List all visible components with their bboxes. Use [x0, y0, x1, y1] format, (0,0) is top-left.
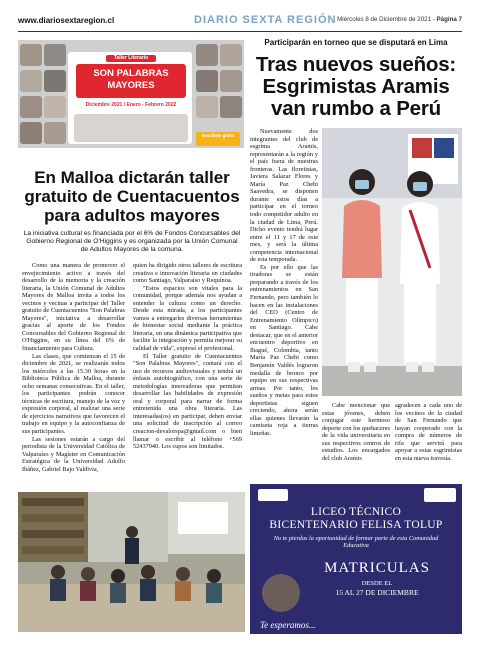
paragraph: quien ha dirigido otros talleres de escritura creativa e innovación literaria en ciudades como Santiago, Valparaíso y Requínoa.: [133, 262, 242, 285]
portrait-photo: [20, 44, 42, 66]
poster-cta: Inscribete gratis: [196, 132, 240, 146]
ad-matriculas: MATRICULAS: [324, 560, 430, 576]
fencers-illustration: [322, 128, 462, 396]
portrait-photo: [220, 96, 242, 118]
left-article-column-1: [22, 262, 125, 473]
issue-date: Miércoles 8 de Diciembre de 2021 - Página 7: [337, 16, 462, 23]
header-rule: [18, 31, 462, 32]
portrait-photo: [20, 122, 42, 144]
portrait-photo: [196, 44, 218, 66]
school-logo: [258, 489, 288, 501]
paragraph: Es por ello que las tiradoras se están preparando a través de los entrenamientos en San Fernando, pero también lo hacen en las instalaciones del CEO (Centro de Entrenamiento Olímpico) en Santiago. Cabe destacar, que en el anterior encuentro deportivo en Ibagué, Colombia, tanto María Paz Chebi como Benjamín Valdés lograron medalla de bronce por equipo en sus respectivas armas. Por tanto, los sueños y metas para estos deportistas siguen creciendo, ahora serán ellas quienes llevarán la camiseta roja a tierras limeñas.: [250, 263, 318, 437]
ad-dates: 15 AL 27 DE DICIEMBRE: [335, 588, 419, 597]
library-group-photo: [18, 492, 245, 632]
student-photo: [262, 574, 300, 612]
poster-logo-bar: [18, 148, 244, 158]
right-article-column-4: [395, 402, 462, 462]
library-group-illustration: [18, 492, 245, 632]
left-article-column-2: [133, 262, 242, 451]
newspaper-name: DIARIO SEXTA REGIÓN: [194, 14, 337, 26]
portrait-photo: [44, 70, 66, 92]
poster-dates: Diciembre 2021 / Enero - Febrero 2022: [85, 102, 177, 108]
poster-title: SON PALABRAS MAYORES: [76, 64, 186, 98]
partner-logo: [424, 488, 456, 502]
paragraph: Como una manera de promover el envejecimiento activo a través del desarrollo de la memoria y la creación literaria, la Unión Comunal de Adultos Mayores de Malloa invita a todos los vecinos y vecinas a participar del Taller gratuito de Cuentacuentos "Son Palabras Mayores", iniciativa a desarrollar gracias al aporte de los Fondos Concursables del Gobierno Regional de O'Higgins, en su línea del 6% de financiamiento para Cultura.: [22, 262, 125, 353]
site-url[interactable]: www.diariosextaregion.cl: [18, 16, 115, 25]
left-subhead: La iniciativa cultural es financiada por el 6% de Fondos Concursables del Gobierno Regional de O'Higgins y es organizada por la Unión Comunal de Adultos Mayores de la comuna.: [23, 230, 241, 254]
paragraph: Nuevamente dos integrantes del club de esgrima Aramis, representarán a la región y el país fuera de nuestras fronteras. Las floretistas, Javiera Salazar Flores y María Paz Chebi Saavedra, se disponen durante estos días a participar en el torneo todo competidor adulto en la ciudad de Lima, Perú. Dicho evento tendrá lugar entre el 11 y 17 de este mes, y será la última competencia internacional de esta temporada.: [250, 128, 318, 264]
right-headline: Tras nuevos sueños: Esgrimistas Aramis van rumbo a Perú: [255, 53, 457, 120]
portrait-photo: [220, 70, 242, 92]
paragraph: Las sesiones estarán a cargo del periodista de la Universidad Católica de Valparaíso y Magíster en Comunicación Estratégica de la Universidad Adolfo Ibáñez, Gabriel Bajo Valdivia,: [22, 435, 125, 473]
ad-desde: DESDE EL: [361, 580, 393, 587]
right-article-column-3: [322, 402, 390, 462]
paragraph: Cabe mencionar que estas jóvenes, deben conjugar este hermoso deporte con los quehaceres de la vida universitaria en sus respectivos centros de estudios. Los encargados del club Aramis: [322, 402, 391, 462]
poster-tag: Taller Literario: [106, 55, 156, 62]
portrait-photo: [20, 96, 42, 118]
right-article-column-1: [250, 128, 318, 437]
ad-tagline: No te pierdas la oportunidad de formar parte de esta Comunidad Educativa: [273, 535, 439, 550]
ad-title: LICEO TÉCNICO BICENTENARIO FELISA TOLUP: [269, 506, 443, 531]
portrait-photo: [44, 122, 66, 144]
portrait-photo: [196, 70, 218, 92]
paragraph: Las clases, que comienzan el 15 de diciembre de 2021, se realizarán todos los miércoles a las 15.30 horas en la Biblioteca Pública de Malloa, durante ocho semanas consecutivas. En el taller, los participantes podrán conocer técnicas de escritura, manejo de la voz y expresión corporal, al realizar una serie de ejercicios narrativos que favorecen el trabajo en equipo y la autoconfianza de sus participantes.: [22, 352, 125, 436]
right-kicker: Participarán en torneo que se disputará en Lima: [264, 38, 448, 47]
ad-closing: Te esperamos...: [260, 620, 316, 630]
portrait-photo: [44, 44, 66, 66]
left-headline: En Malloa dictarán taller gratuito de Cuentacuentos para adultos mayores: [24, 168, 240, 225]
paragraph: agradecen a cada uno de los vecinos de la ciudad de San Fernando que hayan cooperado con la compra de números de rifa que servirá para apoyar a estas esgrimistas en esta nueva travesía.: [395, 402, 462, 462]
page-header: [18, 16, 462, 30]
workshop-poster: [18, 40, 244, 158]
paragraph: "Estos espacios son vitales para la comunidad, porque además nos ayudan a entender la cultura como un derecho. Desde esta mirada, a los participantes vamos a entregarles diversas herramientas de bienestar social mediante la práctica literaria, en una dinámica participativa que facilite la integración y permita mejorar su calidad de vida", expresó el profesional.: [133, 284, 242, 353]
poster-photo-strip: [74, 114, 188, 142]
fencers-photo: [322, 128, 462, 396]
portrait-photo: [20, 70, 42, 92]
school-advertisement[interactable]: [250, 484, 462, 634]
portrait-photo: [44, 96, 66, 118]
paragraph: El Taller gratuito de Cuentacuentos "Son Palabras Mayores", contará con el uso de recursos audiovisuales y tendrá un énfasis autobiográfico, con una serie de metodologías innovadoras que permitan desarrollar las habilidades de expresión oral y corporal para narrar de forma entretenida una obra literaria. Las interesadas(os) en participar, deben enviar una solicitud de inscripción al correo creacion-devalorspa@gmail.com o bien llamar o escribir al teléfono +569 52437940. Los cupos son limitados.: [133, 352, 242, 451]
portrait-photo: [220, 44, 242, 66]
portrait-photo: [196, 96, 218, 118]
